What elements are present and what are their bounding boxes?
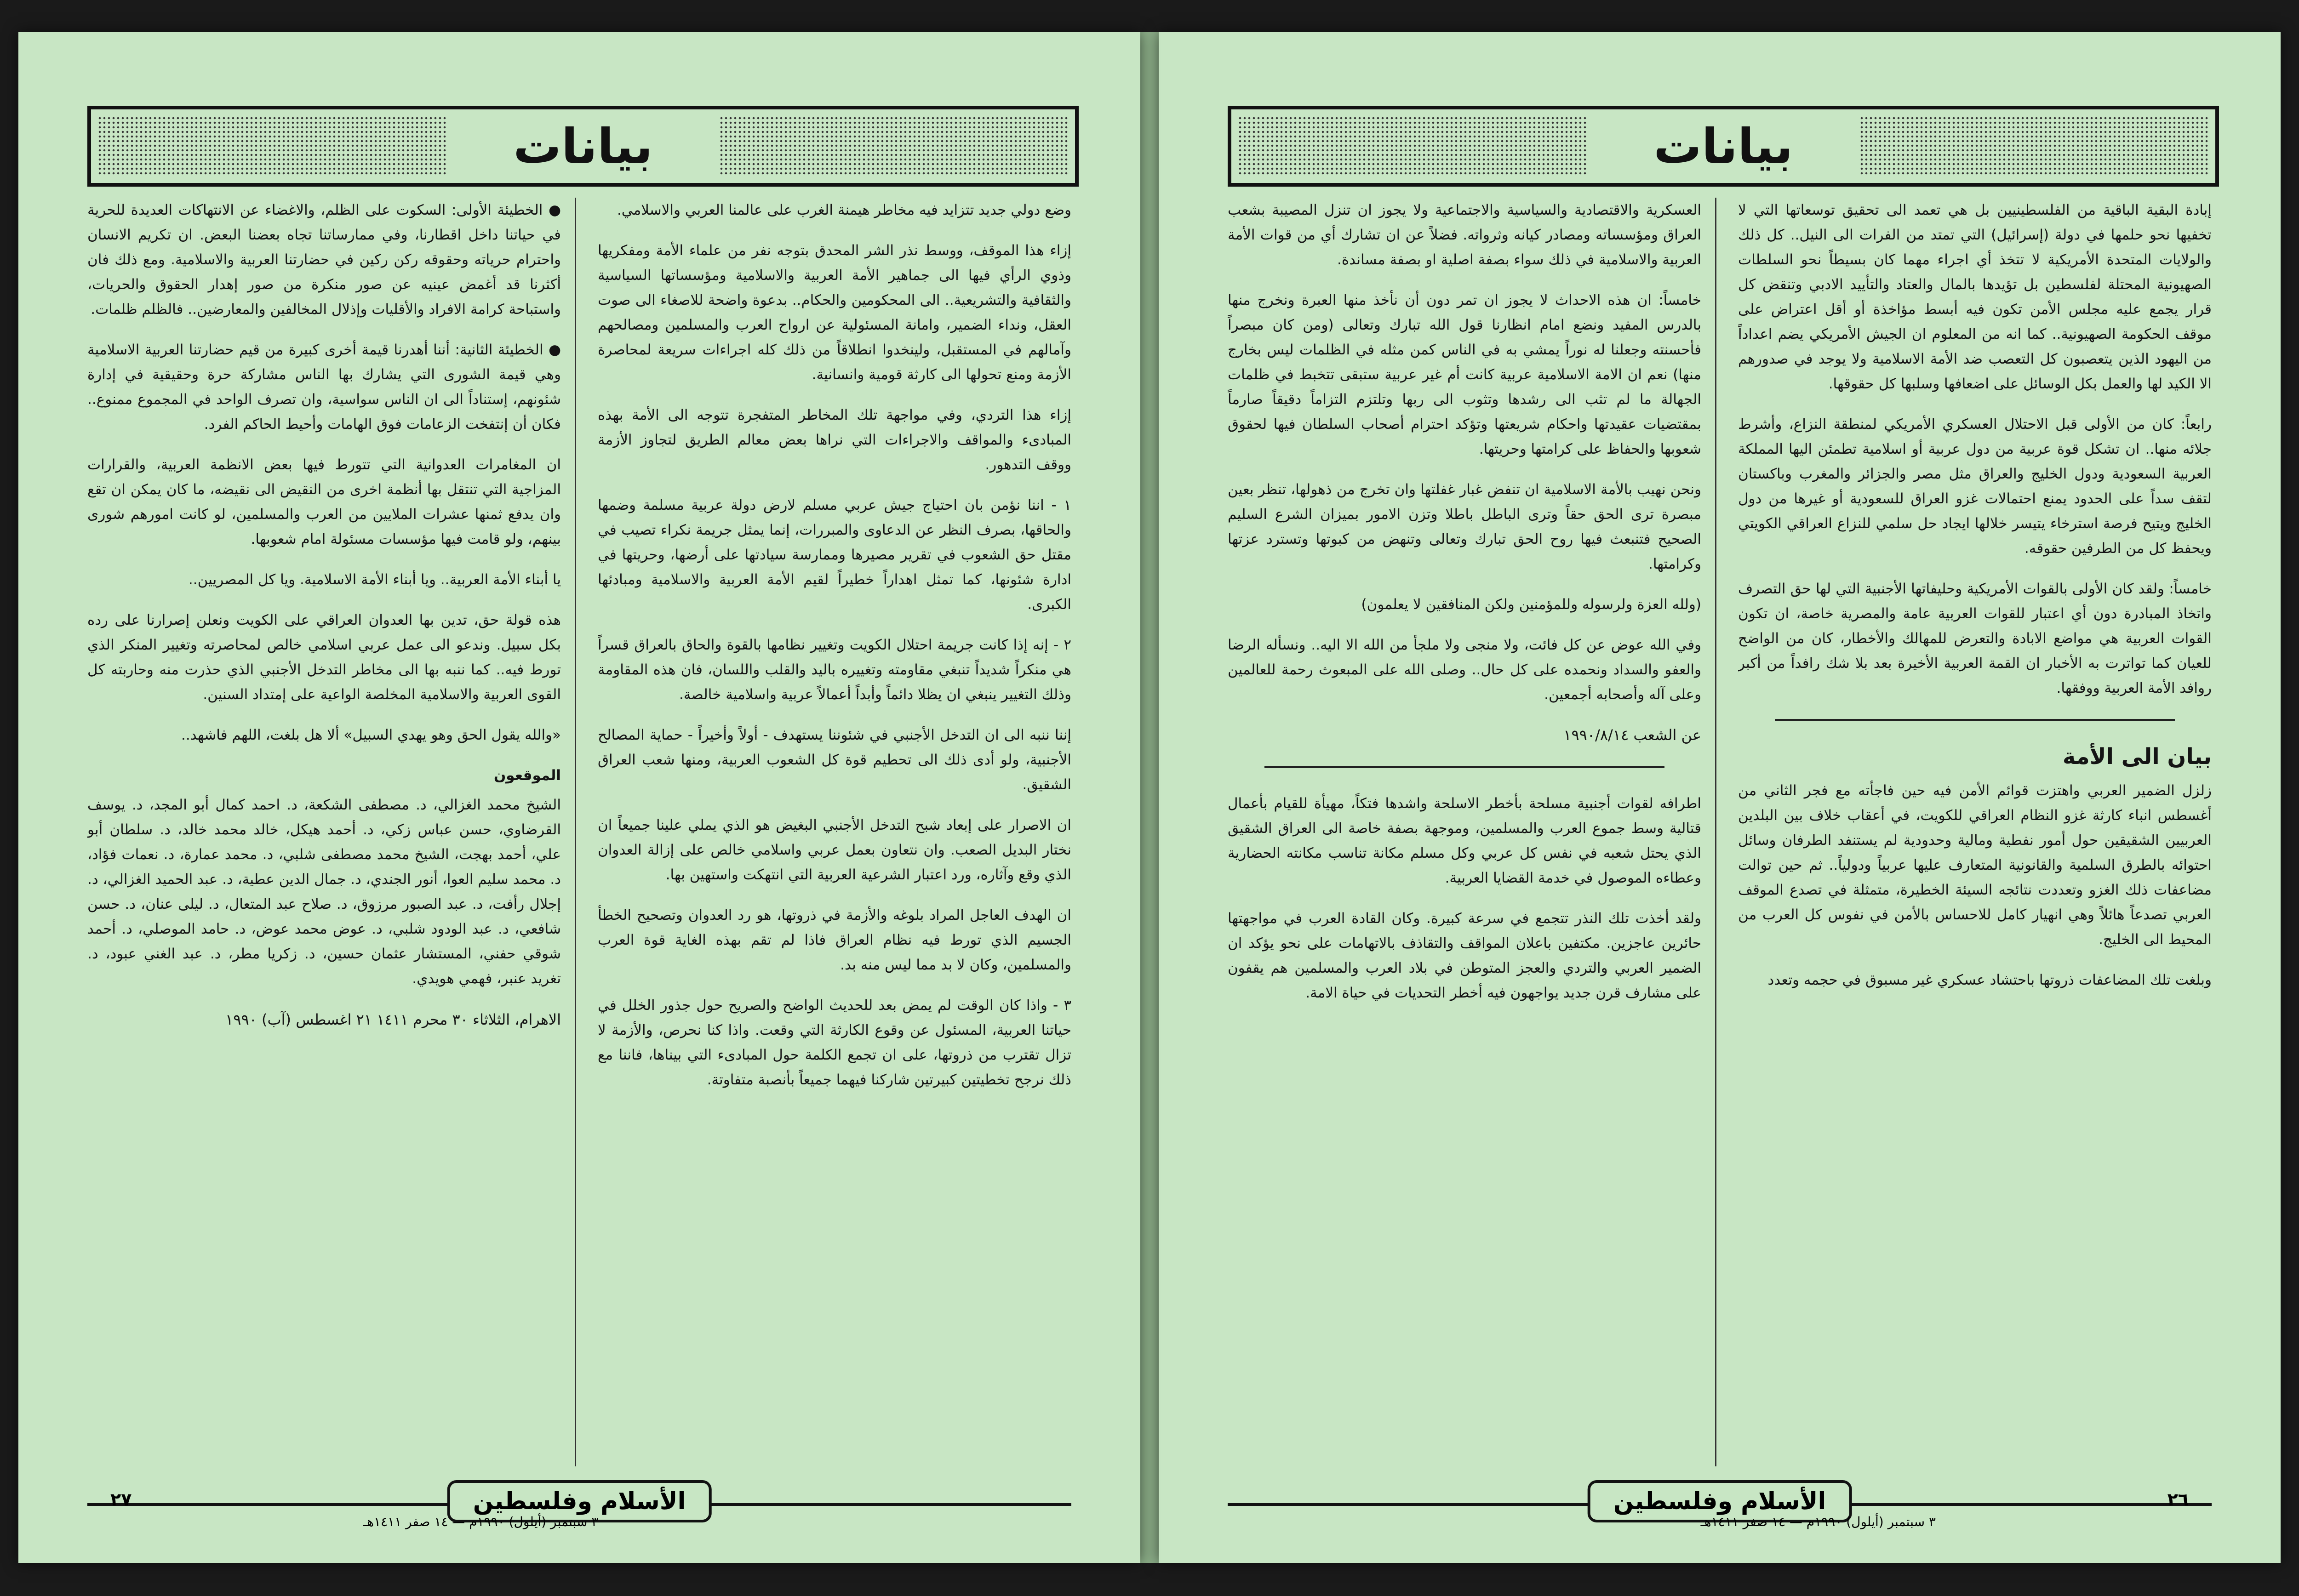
paragraph: ● الخطيئة الأولى: السكوت على الظلم، والاغضاء عن الانتهاكات العديدة للحرية في حياتنا داخل اقطارنا، وفي ممارساتنا تجاه بعضنا البعض. ان تكريم الانسان واحترام حرياته وحقوقه ركن ركين في حضارتنا العربية والاسلامية. ومع ذلك فان أكثرنا قد أغمض عينيه عن صور منكرة من صور إهدار الحقوق والحريات، واستباحة كرامة الافراد والأقليات وإذلال المخالفين والمعارضين.. فالظلم ظلمات. <box>87 202 561 318</box>
paragraph: ان الاصرار على إبعاد شبح التدخل الأجنبي البغيض هو الذي يملي علينا جميعاً ان نختار البديل الصعب. وان نتعاون بعمل عربي واسلامي خالص على إزالة العدوان الذي وقع وآثاره، ورد اعتبار الشرعية العربية التي انتهكت واستهين بها. <box>598 817 1071 883</box>
paragraph: خامساً: ان هذه الاحداث لا يجوز ان تمر دون أن نأخذ منها العبرة ونخرج منها بالدرس المفيد ونضع امام انظارنا قول الله تبارك وتعالى (ومن كان مبصراً فأحسنته وجعلنا له نوراً يمشي به في الناس كمن مثله في الظلمات ليس بخارج منها) نعم ان الامة الاسلامية عربية كانت أم غير عربية ستبقى تتخبط في ظلمات الجهالة ما لم تثب الى رشدها وتثوب الى ربها وتلتزم التزاماً دقيقاً صارماً بمقتضيات عقيدتها واحكام شريعتها وتؤكد احترام أصحاب السلطان فيها لحقوق شعوبها والحفاظ على كرامتها وحريتها. <box>1228 292 1701 457</box>
paragraph: ٢ - إنه إذا كانت جريمة احتلال الكويت وتغيير نظامها بالقوة والحاق بالعراق قسراً هي منكراً شديداً تنبغي مقاومته وتغييره باليد والقلب واللسان، فان هذه المقاومة وذلك التغيير ينبغي ان يظلا دائماً وأبداً أعمالاً عربية واسلامية خالصة. <box>598 637 1071 703</box>
paragraph: وضع دولي جديد تتزايد فيه مخاطر هيمنة الغرب على عالمنا العربي والاسلامي. <box>617 202 1071 218</box>
page-26 <box>1159 32 2281 1563</box>
quran-verse: (ولله العزة ولرسوله وللمؤمنين ولكن المنافقين لا يعلمون) <box>1361 596 1701 613</box>
paragraph: خامساً: ولقد كان الأولى بالقوات الأمريكية وحليفاتها الأجنبية التي لها حق التصرف واتخاذ المبادرة دون أي اعتبار للقوات العربية عامة والمصرية خاصة، ان تكون القوات العربية هي مواضع الابادة والتعرض للمهالك والأخطار، كان من الواضح للعيان كما تواترت به الأخبار ان القمة العربية الأخيرة بعد بلا شك رافداً من أكبر روافد الأمة العربية ووفقها. <box>1738 581 2212 696</box>
page-footer <box>87 1480 1071 1535</box>
header-pattern <box>1859 116 2209 177</box>
header-box <box>1228 106 2219 187</box>
paragraph: ونحن نهيب بالأمة الاسلامية ان تنفض غبار غفلتها وان تخرج من ذهولها، تنظر بعين مبصرة ترى الحق حقاً وترى الباطل باطلا وتزن الامور بميزان الشرع السليم الصحيح فتنبعث فيها روح الحق تبارك وتعالى وتنهض من كبوتها وتسترد عزتها وكرامتها. <box>1228 481 1701 572</box>
page-number: ٢٧ <box>110 1489 132 1510</box>
page-27 <box>18 32 1140 1563</box>
header-pattern <box>97 116 447 177</box>
paragraph: ان المغامرات العدوانية التي تتورط فيها بعض الانظمة العربية، والقرارات المزاجية التي تنتقل بها أنظمة اخرى من النقيض الى نقيضه، ما كان يمكن ان تقع وان يدفع ثمنها عشرات الملايين من العرب والمسلمين، لو كانت امورهم شورى بينهم، ولو قامت فيها مؤسسات مسئولة امام شعوبها. <box>87 456 561 547</box>
paragraph: وفي الله عوض عن كل فائت، ولا منجى ولا ملجأ من الله الا اليه.. ونسأله الرضا والعفو والسداد ونحمده على كل حال.. وصلى الله على المبعوث رحمة للعالمين وعلى آله وأصحابه أجمعين. <box>1228 637 1701 703</box>
column-right <box>1738 198 2212 1466</box>
magazine-logo: الأسلام وفلسطين <box>1588 1480 1852 1522</box>
column-divider <box>1715 198 1716 1466</box>
paragraph: إزاء هذا الموقف، ووسط نذر الشر المحدق بتوجه نفر من علماء الأمة ومفكريها وذوي الرأي فيها الى جماهير الأمة العربية والاسلامية ومؤسساتها السياسية والثقافية والتشريعية.. الى المحكومين والحكام.. بدعوة واضحة للاصغاء الى صوت العقل، ونداء الضمير، وامانة المسئولية عن ارواح العرب والمسلمين ومصالحهم وآمالهم في المستقبل، ولينخدوا انطلاقاً من ذلك كله اجراءات سريعة لمحاصرة الأزمة ومنع تحولها الى كارثة قومية وانسانية. <box>598 242 1071 383</box>
header-title: بيانات <box>1653 118 1793 174</box>
column-left <box>1228 198 1701 1466</box>
paragraph: اطرافه لقوات أجنبية مسلحة بأخطر الاسلحة واشدها فتكاً، مهيأة للقيام بأعمال قتالية وسط جموع العرب والمسلمين، وموجهة بصفة خاصة الى العراق الشقيق الذي يحتل شعبه في نفس كل عربي وكل مسلم مكانة تناسب مكانته الحضارية وعطاءه الموصول في خدمة القضايا العربية. <box>1228 795 1701 886</box>
signatories-heading: الموقعون <box>493 767 561 784</box>
header-pattern <box>1238 116 1587 177</box>
columns <box>87 198 1071 1466</box>
footer-date: ٣ سبتمبر (أيلول) ١٩٩٠م — ١٤ صفر ١٤١١هـ <box>363 1514 599 1529</box>
section-divider <box>1264 766 1664 768</box>
header-title: بيانات <box>513 118 653 174</box>
paragraph: رابعاً: كان من الأولى قبل الاحتلال العسكري الأمريكي لمنطقة النزاع، وأشرط جلائه منها.. ان تشكل قوة عربية من دول عربية أو اسلامية تطمئن اليها المملكة العربية السعودية ودول الخليج والعراق مثل مصر والجزائر والمغرب وباكستان لتقف سداً على الحدود يمنع احتمالات غزو العراق للسعودية أو غيرها من دول الخليج ويتيح فرصة استرخاء يتيسر خلالها ايجاد حل سلمي للنزاع العراقي الكويتي ويحفظ كل من الطرفين حقوقه. <box>1738 416 2212 557</box>
column-divider <box>575 198 576 1466</box>
paragraph: إننا ننبه الى ان التدخل الأجنبي في شئوننا يستهدف - أولاً وأخيراً - حماية المصالح الأجنبية، ولو أدى ذلك الى تحطيم قوة كل الشعوب العربية، ومنها شعب العراق الشقيق. <box>598 727 1071 793</box>
paragraph: ان الهدف العاجل المراد بلوغه والأزمة في ذروتها، هو رد العدوان وتصحيح الخطأ الجسيم الذي تورط فيه نظام العراق فاذا لم تقم بهذه الغاية قوة العرب والمسلمين، وكان لا بد مما ليس منه بد. <box>598 907 1071 973</box>
paragraph: إبادة البقية الباقية من الفلسطينيين بل هي تعمد الى تحقيق توسعاتها التي لا تخفيها نحو حلمها في دولة (إسرائيل) التي تمتد من الفرات الى النيل.. كل ذلك والولايات المتحدة الأمريكية لا تتخذ أي اجراء مهما كان بسيطاً نحو السلطات الصهيونية المحتلة لفلسطين بل تؤيدها بالمال والعتاد والتأييد الادبي وتنقض كل قرار يجمع عليه مجلس الأمن تكون فيه أبسط مؤاخذة أو أقل اعتراض على موقف الحكومة الصهيونية.. كما انه من المعلوم ان الجيش الأمريكي يضم اعداداً من اليهود الذين يتعصبون كل التعصب ضد الأمة الاسلامية ولا يوجد في صدورهم الا الكيد لها والعمل بكل الوسائل على اضعافها وسلبها كل حقوقها. <box>1738 202 2212 392</box>
header-box <box>87 106 1079 187</box>
paragraph: هذه قولة حق، تدين بها العدوان العراقي على الكويت ونعلن إصرارنا على رده بكل سبيل. وندعو الى عمل عربي اسلامي خالص لمحاصرته وتغيير المنكر الذي تورط فيه.. كما ننبه بها الى مخاطر التدخل الأجنبي الذي حذرت منه وحاربته كل القوى العربية والاسلامية المخلصة الواعية على إمتداد السنين. <box>87 612 561 703</box>
paragraph: ولقد أخذت تلك النذر تتجمع في سرعة كبيرة. وكان القادة العرب في مواجهتها حائرين عاجزين. مكتفين باعلان المواقف والتقاذف بالاتهامات على نحو يؤكد ان الضمير العربي والتردي والعجز المتوطن في بلاد العرب والمسلمين هم يقفون على مشارف قرن جديد يواجهون فيه أخطر التحديات في حياة الامة. <box>1228 910 1701 1001</box>
paragraph: وبلغت تلك المضاعفات ذروتها باحتشاد عسكري غير مسبوق في حجمه وتعدد <box>1767 972 2212 988</box>
paragraph: ١ - اننا نؤمن بان احتياج جيش عربي مسلم لارض دولة عربية مسلمة وضمها والحاقها، بصرف النظر عن الدعاوى والمبررات، إنما يمثل جريمة نكراء تصيب في مقتل حق الشعوب في تقرير مصيرها وممارسة سيادتها على أرضها، وحريتها في ادارة شئونها، كما تمثل اهداراً خطيراً لقيم الأمة العربية والاسلامية ومبادئها الكبرى. <box>598 497 1071 613</box>
page-number: ٢٦ <box>2167 1489 2189 1510</box>
paragraph: «والله يقول الحق وهو يهدي السبيل» ألا هل بلغت، اللهم فاشهد.. <box>181 727 561 743</box>
page-footer <box>1228 1480 2212 1535</box>
section-title: بيان الى الأمة <box>2062 744 2212 770</box>
paragraph: العسكرية والاقتصادية والسياسية والاجتماعية ولا يجوز ان تنزل المصيبة بشعب العراق ومؤسساته ومصادر كيانه وثرواته. فضلاً عن ان تشارك أي من قوات الأمة العربية والاسلامية في ذلك سواء بصفة اصلية او بصفة مساندة. <box>1228 202 1701 268</box>
columns <box>1228 198 2212 1466</box>
publication-source: الاهرام، الثلاثاء ٣٠ محرم ١٤١١ ٢١ اغسطس (آب) ١٩٩٠ <box>225 1011 561 1028</box>
column-left <box>87 198 561 1466</box>
header-pattern <box>719 116 1069 177</box>
paragraph: ٣ - واذا كان الوقت لم يمض بعد للحديث الواضح والصريح حول جذور الخلل في حياتنا العربية، المسئول عن وقوع الكارثة التي وقعت. واذا كنا نحرص، والأزمة لا تزال تقترب من ذروتها، على ان تجمع الكلمة حول المبادىء التي بيناها، فاننا مع ذلك نرجح تخطيتين كبيرتين شاركنا فيهما جميعاً بأنصبة متفاوتة. <box>598 997 1071 1088</box>
paragraph: يا أبناء الأمة العربية.. ويا أبناء الأمة الاسلامية. ويا كل المصريين.. <box>188 571 561 588</box>
footer-date: ٣ سبتمبر (أيلول) ١٩٩٠م — ١٤ صفر ١٤١١هـ <box>1700 1514 1936 1529</box>
section-divider <box>1775 719 2175 721</box>
source-line: عن الشعب ١٩٩٠/٨/١٤ <box>1563 726 1701 744</box>
magazine-logo: الأسلام وفلسطين <box>447 1480 712 1522</box>
spine <box>1140 32 1159 1563</box>
paragraph: إزاء هذا التردي، وفي مواجهة تلك المخاطر المتفجرة تتوجه الى الأمة بهذه المبادىء والمواقف والاجراءات التي نراها بعض معالم الطريق لتجاوز الأزمة ووقف التدهور. <box>598 407 1071 473</box>
paragraph: زلزل الضمير العربي واهتزت قوائم الأمن فيه حين فاجأته مع فجر الثاني من أغسطس انباء كارثة غزو النظام العراقي للكويت، في أعقاب خلاف بين البلدين العربيين الشقيقين حول أمور نفطية ومالية وحدودية لم يستنفد الطرفان وسائل احتوائه بالطرق السلمية والقانونية المتعارف عليها عربياً ودولياً.. ثم حين توالت مضاعفات ذلك الغزو وتعددت نتائجه السيئة الخطيرة، متمثلة في تصدع الموقف العربي تصدعاً هائلاً وهي انهيار كامل للاحساس بالأمن في نفوس كل العرب من المحيط الى الخليج. <box>1738 782 2212 948</box>
paragraph: ● الخطيئة الثانية: أننا أهدرنا قيمة أخرى كبيرة من قيم حضارتنا العربية الاسلامية وهي قيمة الشورى التي يشارك بها الناس مشاركة حرة وحقيقية في إدارة شئونهم، إستناداً الى ان الناس سواسية، وان تصرف الواحد في المجموع ممنوع.. فكان أن إنتفخت الزعامات فوق الهامات وأحيط الحاكم الفرد. <box>87 342 561 433</box>
signatories-list: الشيخ محمد الغزالي، د. مصطفى الشكعة، د. احمد كمال أبو المجد، د. يوسف القرضاوي، حسن عباس زكي، د. أحمد هيكل، خالد محمد خالد، د. سلطان أبو علي، أحمد بهجت، الشيخ محمد مصطفى شلبي، د. محمد عمارة، د. نعمات فؤاد، د. محمد سليم العوا، أنور الجندي، د. جمال الدين عطية، د. عبد الحميد الغزالي، د. إجلال رأفت، د. عبد الصبور مرزوق، د. صلاح عبد المتعال، د. ليلى عنان، د. حسن شافعي، د. عبد الودود شلبي، د. عوض محمد عوض، د. حامد الموصلي، د. أحمد شوقي حفني، المستشار عثمان حسين، د. زكريا مطر، د. عبد الغني عبود، د. تغريد عنبر، فهمي هويدي. <box>87 797 561 987</box>
column-right <box>598 198 1071 1466</box>
